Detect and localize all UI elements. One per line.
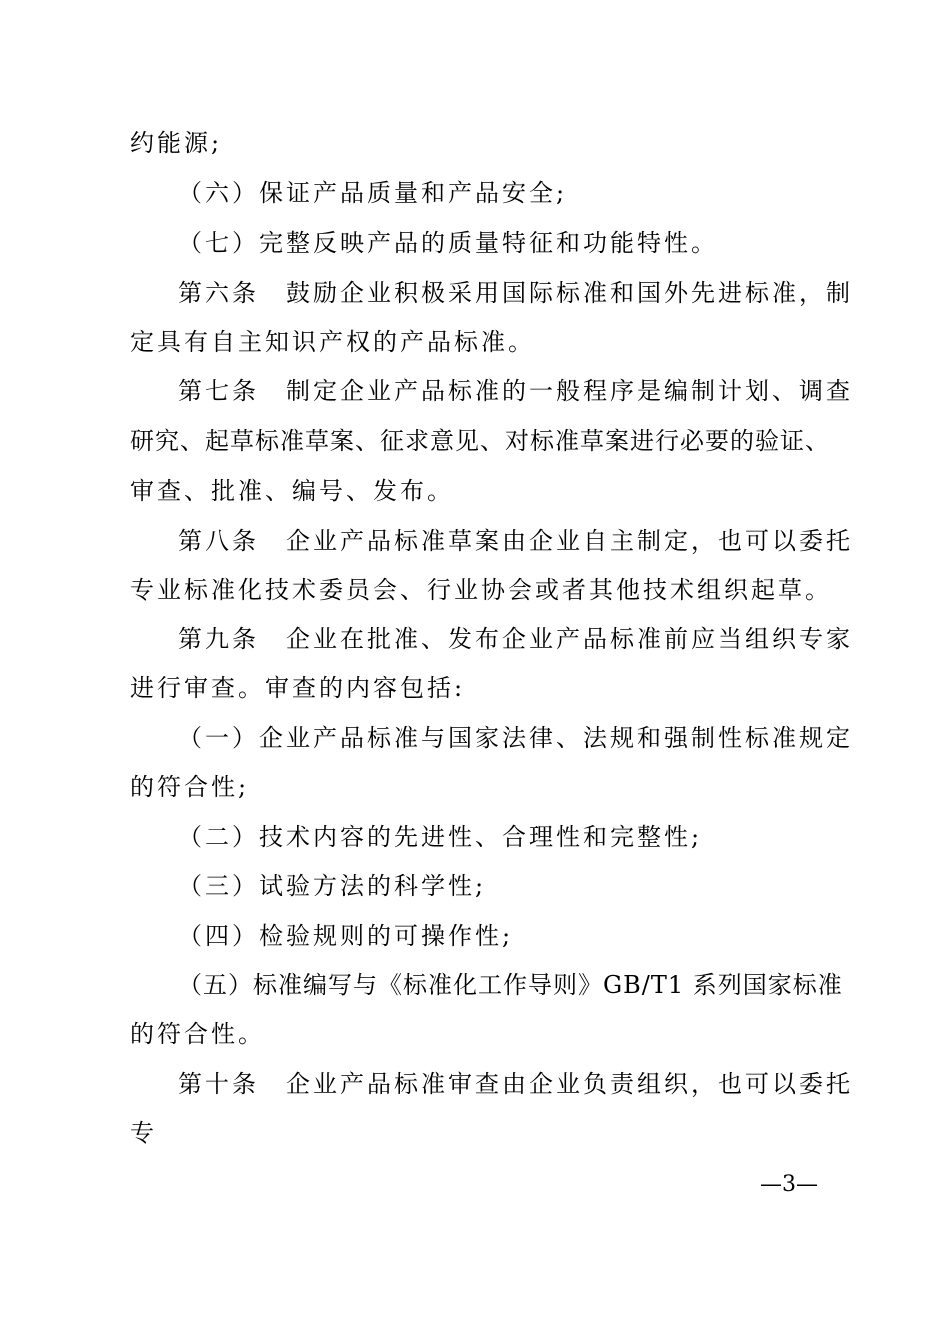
text-line: （四）检验规则的可操作性;: [178, 922, 514, 950]
text-line: 研究、起草标准草案、征求意见、对标准草案进行必要的验证、: [130, 427, 830, 455]
text-line: 专业标准化技术委员会、行业协会或者其他技术组织起草。: [130, 576, 832, 604]
text-line: 专: [130, 1119, 157, 1147]
text-line: 第八条 企业产品标准草案由企业自主制定，也可以委托: [178, 527, 853, 555]
text-line: （七）完整反映产品的质量特征和功能特性。: [178, 229, 718, 257]
text-line: 第七条 制定企业产品标准的一般程序是编制计划、调查: [178, 377, 853, 405]
text-line: （六）保证产品质量和产品安全;: [178, 179, 568, 207]
text-line: 进行审查。审查的内容包括:: [130, 674, 466, 702]
text-line: （二）技术内容的先进性、合理性和完整性;: [178, 823, 703, 851]
text-line: （三）试验方法的科学性;: [178, 872, 487, 900]
text-line: 第九条 企业在批准、发布企业产品标准前应当组织专家: [178, 625, 853, 653]
text-line: 约能源;: [130, 129, 223, 157]
text-line: 第六条 鼓励企业积极采用国际标准和国外先进标准，制: [178, 279, 853, 307]
page-number: —3—: [760, 1172, 818, 1197]
text-line: 的符合性;: [130, 773, 250, 801]
text-line: （一）企业产品标准与国家法律、法规和强制性标准规定: [178, 724, 853, 752]
text-line: 定具有自主知识产权的产品标准。: [130, 328, 535, 356]
text-line: 审查、批准、编号、发布。: [130, 477, 454, 505]
text-line: 的符合性。: [130, 1020, 265, 1048]
text-line: （五）标准编写与《标准化工作导则》GB/T1 系列国家标准: [178, 971, 843, 999]
text-line: 第十条 企业产品标准审查由企业负责组织，也可以委托: [178, 1070, 853, 1098]
